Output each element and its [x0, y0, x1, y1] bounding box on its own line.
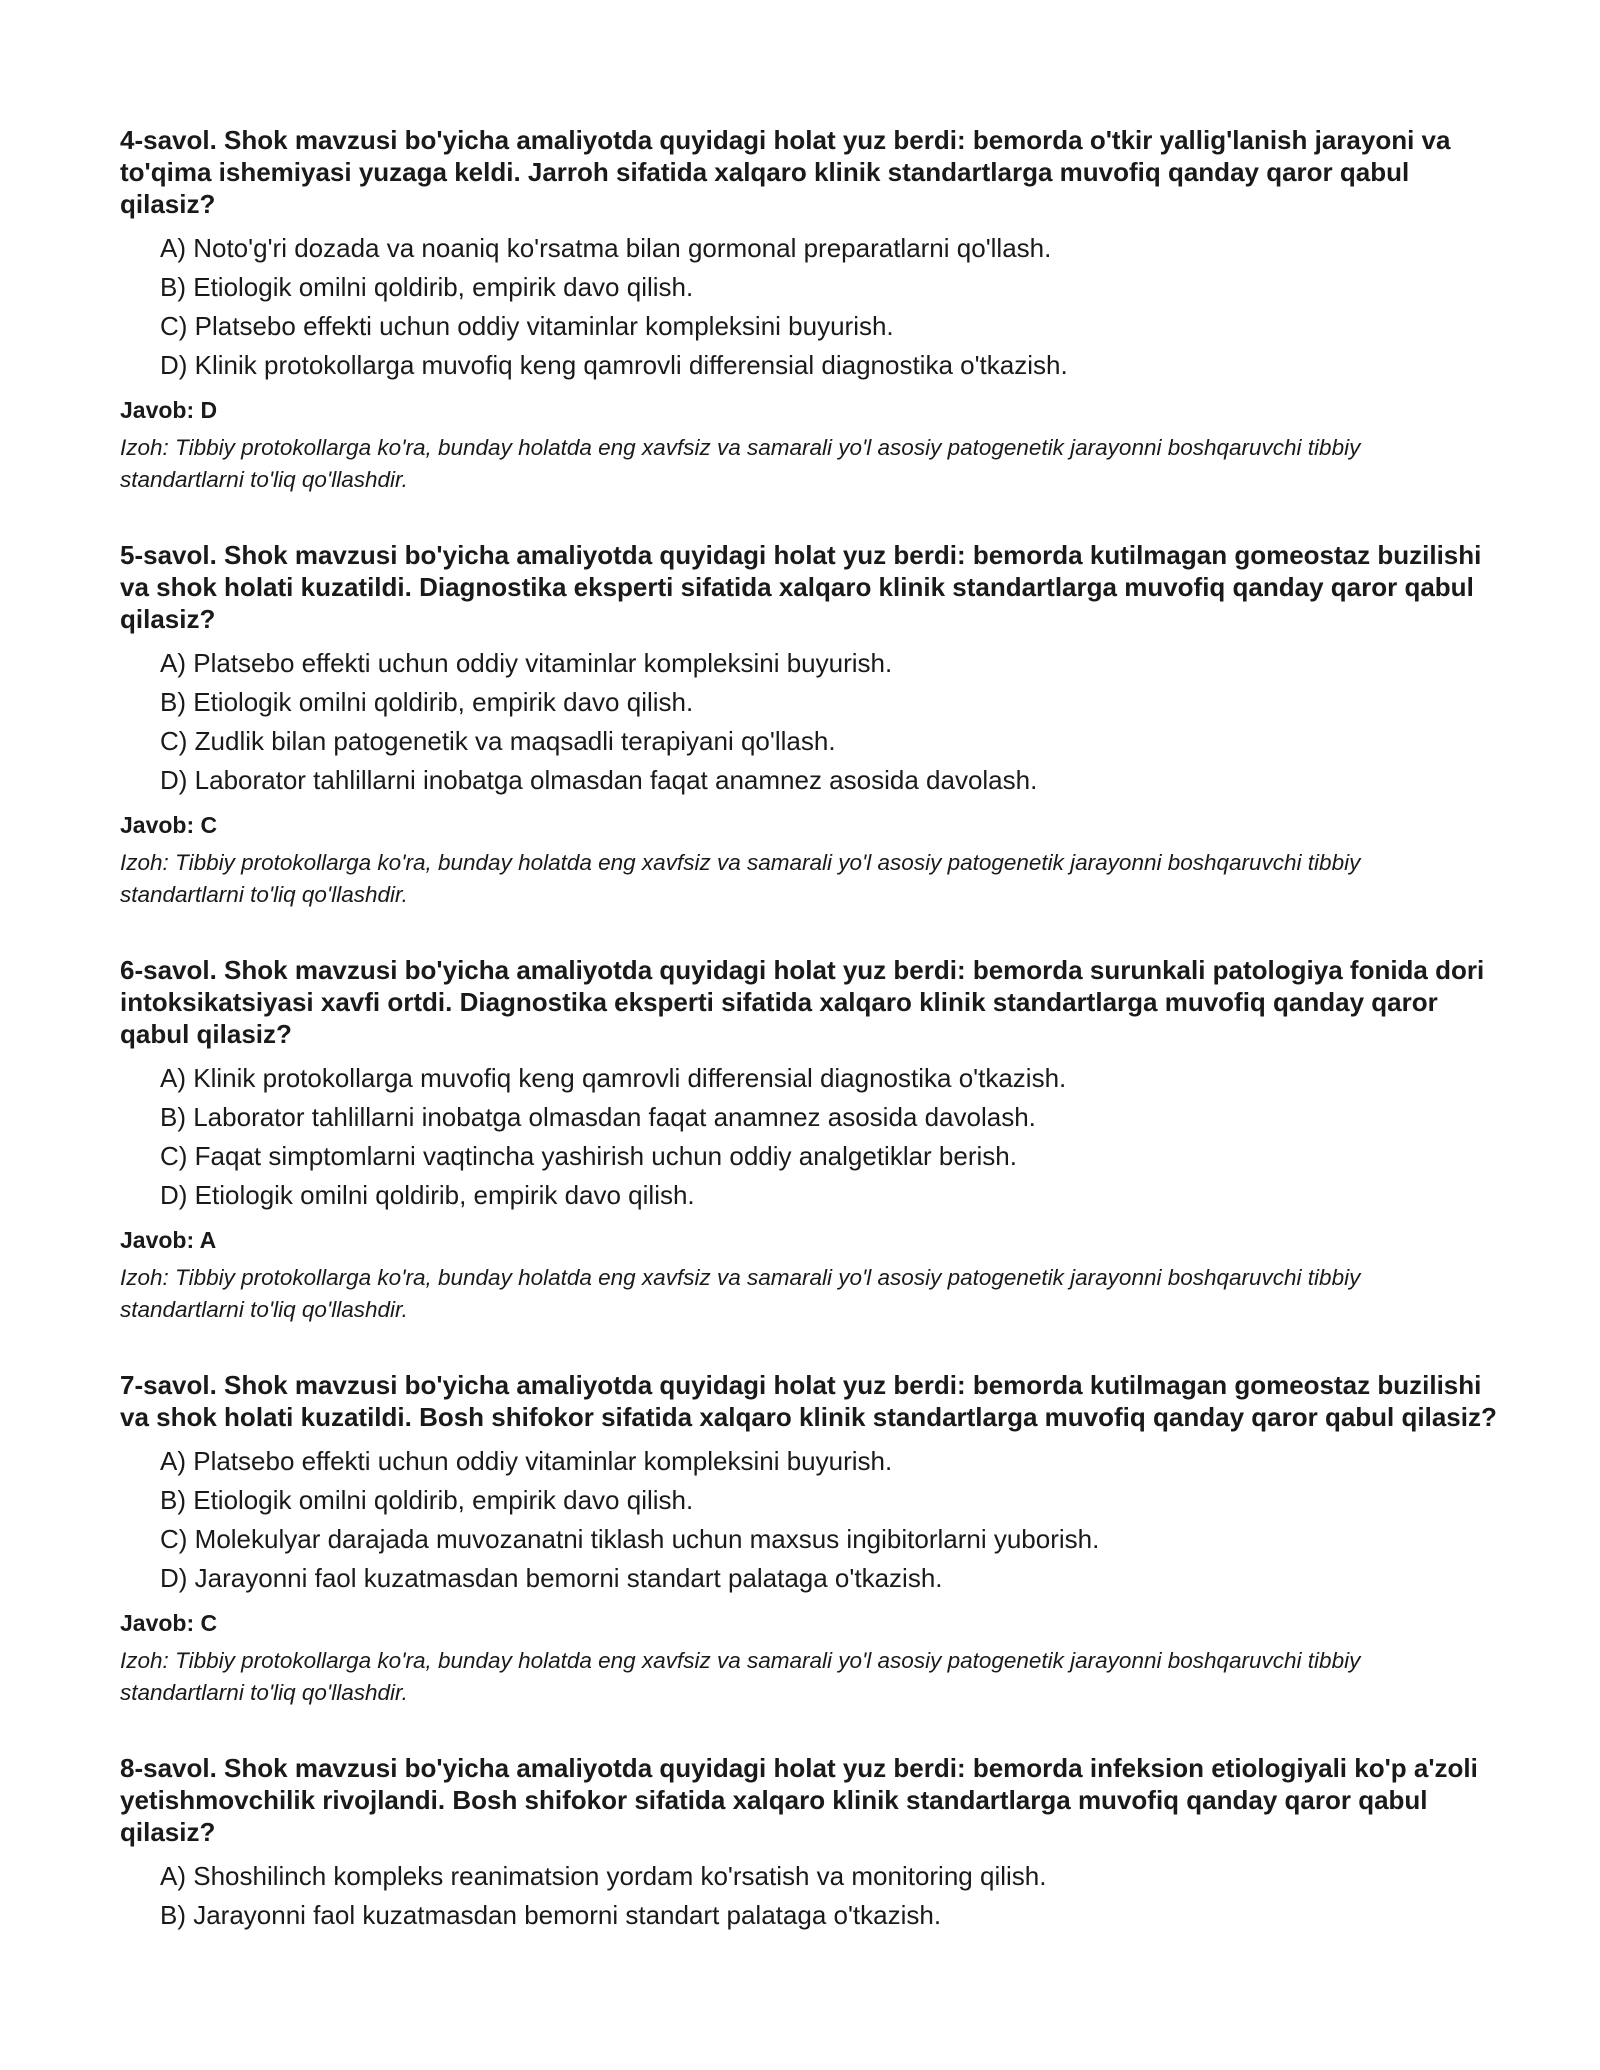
question-block — [120, 1369, 1500, 1709]
answer-label: Javob: C — [120, 812, 218, 838]
options-list — [120, 1442, 1500, 1598]
option-item: C) Zudlik bilan patogenetik va maqsadli terapiyani qo'llash. — [160, 726, 836, 756]
option-item: B) Laborator tahlillarni inobatga olmasdan faqat anamnez asosida davolash. — [160, 1102, 1036, 1132]
explanation-text: Izoh: Tibbiy protokollarga ko'ra, bunday holatda eng xavfsiz va samarali yo'l asosiy patogenetik jarayonni boshqaruvchi tibbiy standartlarni to'liq qo'llashdir. — [120, 435, 1361, 492]
question-title: 6-savol. Shok mavzusi bo'yicha amaliyotda quyidagi holat yuz berdi: bemorda surunkali patologiya fonida dori intoksikatsiyasi xavfi ortdi. Diagnostika eksperti sifatida xalqaro klinik standartlarga muvofiq qanday qaror qabul qilasiz? — [120, 955, 1485, 1049]
question-block — [120, 539, 1500, 911]
answer-label: Javob: C — [120, 1610, 218, 1636]
option-item: D) Klinik protokollarga muvofiq keng qamrovli differensial diagnostika o'tkazish. — [160, 350, 1068, 380]
question-title: 8-savol. Shok mavzusi bo'yicha amaliyotda quyidagi holat yuz berdi: bemorda infeksion etiologiyali ko'p a'zoli yetishmovchilik rivojlandi. Bosh shifokor sifatida xalqaro klinik standartlarga muvofiq qanday qaror qabul qilasiz? — [120, 1753, 1478, 1847]
question-title: 4-savol. Shok mavzusi bo'yicha amaliyotda quyidagi holat yuz berdi: bemorda o'tkir yallig'lanish jarayoni va to'qima ishemiyasi yuzaga keldi. Jarroh sifatida xalqaro klinik standartlarga muvofiq qanday qaror qabul qilasiz? — [120, 125, 1451, 219]
options-list — [120, 1857, 1500, 1935]
question-block — [120, 1752, 1500, 1935]
explanation-text: Izoh: Tibbiy protokollarga ko'ra, bunday holatda eng xavfsiz va samarali yo'l asosiy patogenetik jarayonni boshqaruvchi tibbiy standartlarni to'liq qo'llashdir. — [120, 1265, 1361, 1322]
option-item: D) Laborator tahlillarni inobatga olmasdan faqat anamnez asosida davolash. — [160, 765, 1038, 795]
option-item: C) Faqat simptomlarni vaqtincha yashirish uchun oddiy analgetiklar berish. — [160, 1141, 1017, 1171]
option-item: D) Etiologik omilni qoldirib, empirik davo qilish. — [160, 1180, 695, 1210]
option-item: D) Jarayonni faol kuzatmasdan bemorni standart palataga o'tkazish. — [160, 1563, 943, 1593]
option-item: C) Platsebo effekti uchun oddiy vitaminlar kompleksini buyurish. — [160, 311, 894, 341]
option-item: A) Shoshilinch kompleks reanimatsion yordam ko'rsatish va monitoring qilish. — [160, 1861, 1047, 1891]
option-item: A) Platsebo effekti uchun oddiy vitaminlar kompleksini buyurish. — [160, 1446, 893, 1476]
option-item: A) Noto'g'ri dozada va noaniq ko'rsatma bilan gormonal preparatlarni qo'llash. — [160, 233, 1052, 263]
question-block — [120, 954, 1500, 1326]
question-title: 5-savol. Shok mavzusi bo'yicha amaliyotda quyidagi holat yuz berdi: bemorda kutilmagan gomeostaz buzilishi va shok holati kuzatildi. Diagnostika eksperti sifatida xalqaro klinik standartlarga muvofiq qanday qaror qabul qilasiz? — [120, 540, 1482, 634]
option-item: A) Platsebo effekti uchun oddiy vitaminlar kompleksini buyurish. — [160, 648, 893, 678]
question-block — [120, 124, 1500, 496]
explanation-text: Izoh: Tibbiy protokollarga ko'ra, bunday holatda eng xavfsiz va samarali yo'l asosiy patogenetik jarayonni boshqaruvchi tibbiy standartlarni to'liq qo'llashdir. — [120, 1648, 1361, 1705]
options-list — [120, 1059, 1500, 1215]
options-list — [120, 644, 1500, 800]
option-item: B) Jarayonni faol kuzatmasdan bemorni standart palataga o'tkazish. — [160, 1900, 942, 1930]
question-title: 7-savol. Shok mavzusi bo'yicha amaliyotda quyidagi holat yuz berdi: bemorda kutilmagan gomeostaz buzilishi va shok holati kuzatildi. Bosh shifokor sifatida xalqaro klinik standartlarga muvofiq qanday qaror qabul qilasiz? — [120, 1370, 1497, 1432]
answer-label: Javob: A — [120, 1227, 217, 1253]
option-item: B) Etiologik omilni qoldirib, empirik davo qilish. — [160, 1485, 694, 1515]
options-list — [120, 229, 1500, 385]
answer-label: Javob: D — [120, 397, 218, 423]
document-page — [120, 124, 1500, 1978]
explanation-text: Izoh: Tibbiy protokollarga ko'ra, bunday holatda eng xavfsiz va samarali yo'l asosiy patogenetik jarayonni boshqaruvchi tibbiy standartlarni to'liq qo'llashdir. — [120, 850, 1361, 907]
option-item: C) Molekulyar darajada muvozanatni tiklash uchun maxsus ingibitorlarni yuborish. — [160, 1524, 1100, 1554]
option-item: A) Klinik protokollarga muvofiq keng qamrovli differensial diagnostika o'tkazish. — [160, 1063, 1067, 1093]
option-item: B) Etiologik omilni qoldirib, empirik davo qilish. — [160, 687, 694, 717]
option-item: B) Etiologik omilni qoldirib, empirik davo qilish. — [160, 272, 694, 302]
